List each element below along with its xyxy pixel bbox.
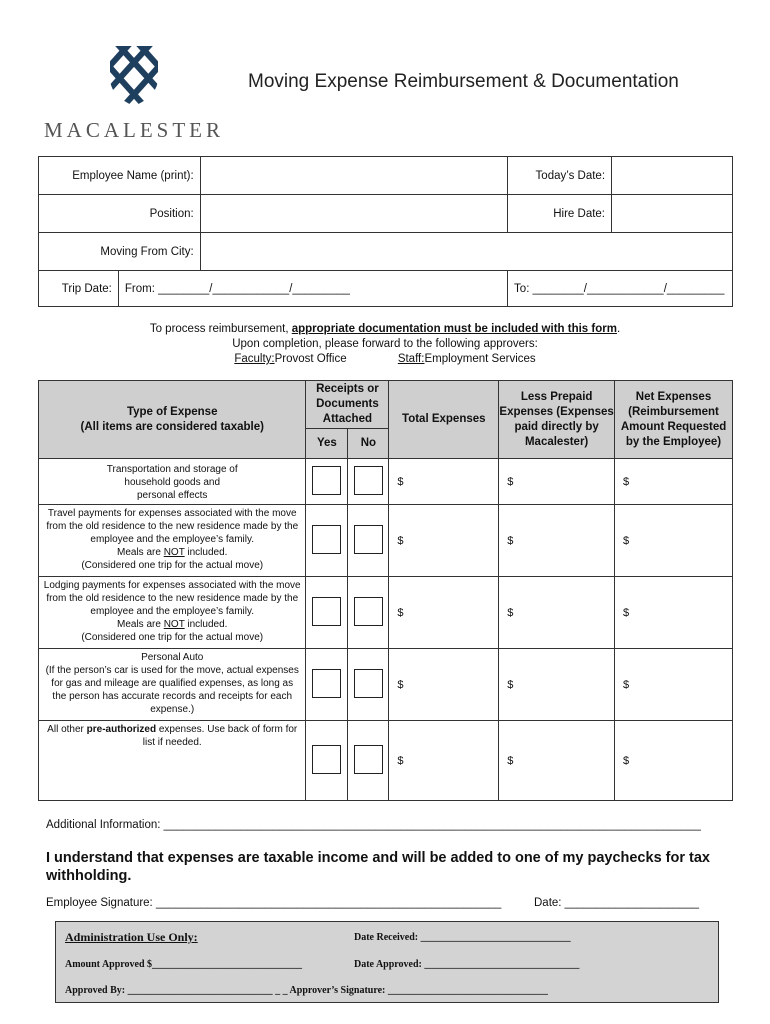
employee-signature-field[interactable]: Employee Signature: ______________________________________________________	[46, 897, 502, 909]
position-label: Position:	[39, 195, 201, 233]
faculty-approver: Faculty:Provost Office	[234, 353, 347, 365]
prepaid-expenses-field[interactable]: $	[499, 721, 615, 801]
table-row	[39, 459, 733, 505]
employee-name-label: Employee Name (print):	[39, 157, 201, 195]
expense-type-lodging: Lodging payments for expenses associated with the move from the old residence to the new residence made by the employee and the employee’s family. Meals are NOT included. (Considered one trip for the actual move)	[39, 577, 306, 649]
prepaid-expenses-field[interactable]: $	[499, 459, 615, 505]
trip-date-label: Trip Date:	[39, 271, 119, 307]
total-expenses-field[interactable]: $	[389, 577, 499, 649]
additional-information-field[interactable]: Additional Information: ____________________________________________________________________________________	[46, 819, 701, 831]
prepaid-expenses-field[interactable]: $	[499, 649, 615, 721]
yes-checkbox[interactable]	[312, 745, 341, 774]
staff-approver: Staff:Employment Services	[397, 353, 536, 365]
no-checkbox[interactable]	[354, 669, 383, 698]
todays-date-field[interactable]	[612, 157, 733, 195]
net-expenses-field[interactable]: $	[615, 577, 733, 649]
todays-date-label: Today’s Date:	[508, 157, 612, 195]
col-yes: Yes	[306, 429, 348, 459]
net-expenses-field[interactable]: $	[615, 649, 733, 721]
expense-table	[38, 380, 733, 801]
trip-from-field[interactable]: From: ________/____________/_________	[118, 271, 507, 307]
no-checkbox[interactable]	[354, 597, 383, 626]
admin-heading: Administration Use Only:	[65, 930, 198, 944]
document-title: Moving Expense Reimbursement & Documentation	[248, 71, 679, 92]
prepaid-expenses-field[interactable]: $	[499, 505, 615, 577]
hire-date-label: Hire Date:	[508, 195, 612, 233]
date-approved-field[interactable]: Date Approved: _______________________________	[354, 959, 580, 970]
col-type-of-expense: Type of Expense (All items are considered taxable)	[39, 381, 306, 459]
table-row	[39, 649, 733, 721]
approved-by-field[interactable]: Approved By: _____________________________ _ _ Approver’s Signature: ________________________________	[65, 985, 548, 996]
col-receipts: Receipts or Documents Attached	[306, 381, 389, 429]
employee-info-table	[38, 156, 733, 307]
taxable-income-statement: I understand that expenses are taxable income and will be added to one of my paychecks for tax withholding.	[46, 850, 710, 884]
yes-checkbox[interactable]	[312, 669, 341, 698]
yes-checkbox[interactable]	[312, 466, 341, 495]
net-expenses-field[interactable]: $	[615, 721, 733, 801]
amount-approved-field[interactable]: Amount Approved $______________________________	[65, 959, 303, 970]
date-received-field[interactable]: Date Received: ______________________________	[354, 932, 571, 943]
net-expenses-field[interactable]: $	[615, 459, 733, 505]
no-checkbox[interactable]	[354, 525, 383, 554]
total-expenses-field[interactable]: $	[389, 649, 499, 721]
employee-name-field[interactable]	[200, 157, 507, 195]
yes-checkbox[interactable]	[312, 525, 341, 554]
table-row	[39, 505, 733, 577]
col-less-prepaid: Less Prepaid Expenses (Expenses paid directly by Macalester)	[499, 381, 615, 459]
expense-type-personal-auto: Personal Auto (If the person’s car is used for the move, actual expenses for gas and mileage are qualified expenses, as long as the person has accurate records and receipts for each expense.)	[39, 649, 306, 721]
expense-type-other: All other pre-authorized expenses. Use back of form for list if needed.	[39, 721, 306, 801]
col-total-expenses: Total Expenses	[389, 381, 499, 459]
col-net-expenses: Net Expenses (Reimbursement Amount Requested by the Employee)	[615, 381, 733, 459]
yes-checkbox[interactable]	[312, 597, 341, 626]
administration-use-box	[55, 921, 719, 1003]
prepaid-expenses-field[interactable]: $	[499, 577, 615, 649]
total-expenses-field[interactable]: $	[389, 459, 499, 505]
table-row	[39, 721, 733, 801]
net-expenses-field[interactable]: $	[615, 505, 733, 577]
expense-type-travel: Travel payments for expenses associated with the move from the old residence to the new residence made by the employee and the employee’s family. Meals are NOT included. (Considered one trip for the actual move)	[39, 505, 306, 577]
col-no: No	[348, 429, 389, 459]
documentation-notice: appropriate documentation must be included with this form	[291, 323, 617, 335]
no-checkbox[interactable]	[354, 745, 383, 774]
no-checkbox[interactable]	[354, 466, 383, 495]
signature-date-field[interactable]: Date: _____________________	[534, 897, 699, 909]
instructions: To process reimbursement, appropriate documentation must be included with this form. Upon completion, please forward to the following approvers: Faculty:Provost Office Staff:Employment Services	[149, 323, 621, 365]
macalester-wordmark: MACALESTER	[44, 118, 225, 142]
total-expenses-field[interactable]: $	[389, 721, 499, 801]
position-field[interactable]	[200, 195, 507, 233]
total-expenses-field[interactable]: $	[389, 505, 499, 577]
expense-type-transportation: Transportation and storage of household goods and personal effects	[39, 459, 306, 505]
trip-to-field[interactable]: To: ________/____________/_________	[508, 271, 733, 307]
hire-date-field[interactable]	[612, 195, 733, 233]
macalester-shield-logo	[108, 44, 160, 108]
moving-from-field[interactable]	[200, 233, 732, 271]
moving-from-label: Moving From City:	[39, 233, 201, 271]
table-row	[39, 577, 733, 649]
